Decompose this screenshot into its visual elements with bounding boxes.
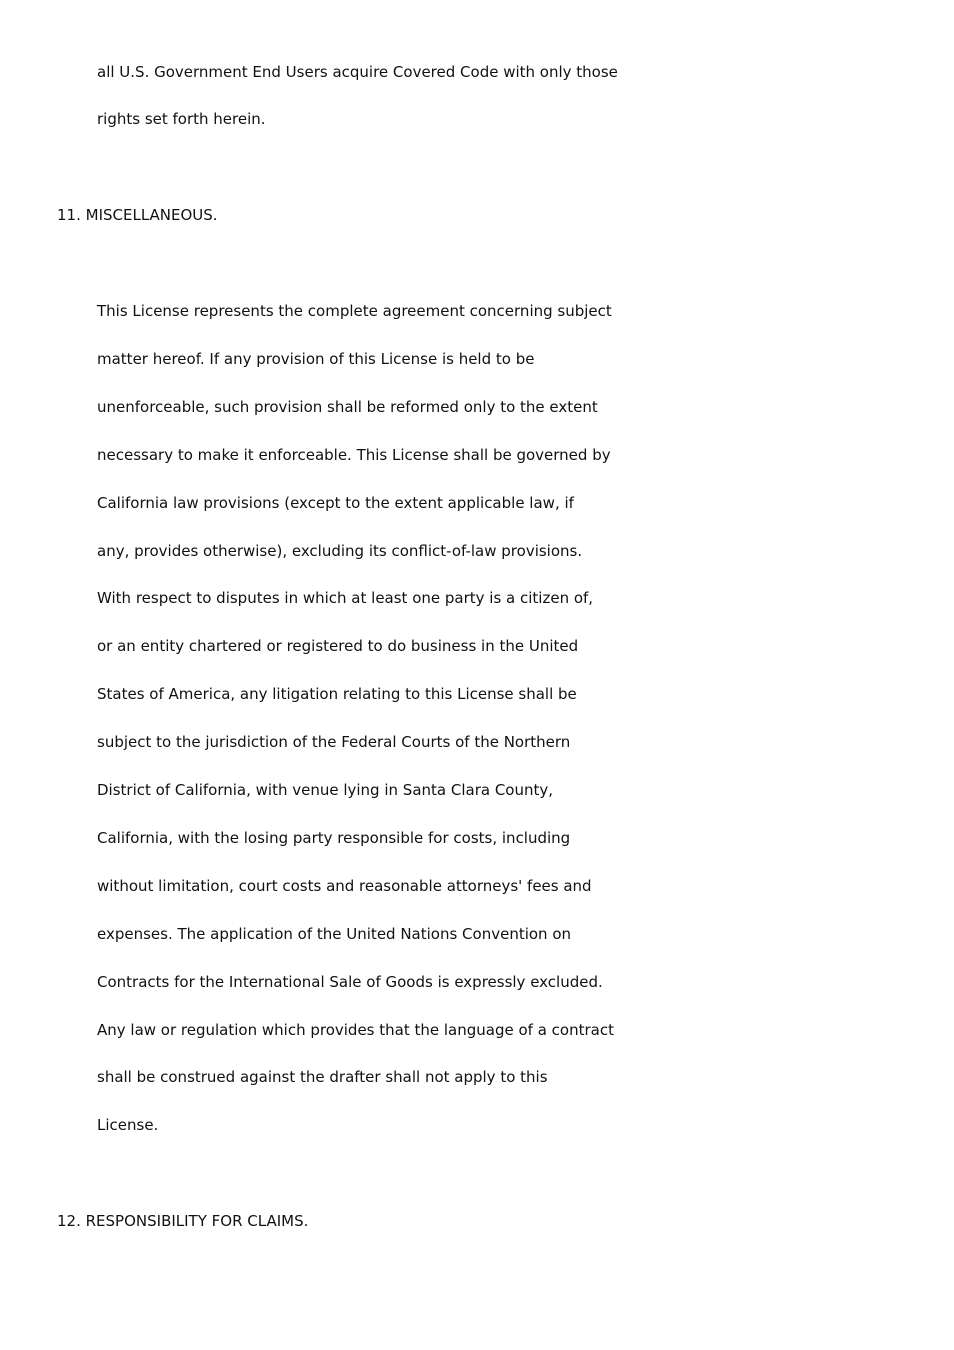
body-text-line: California law provisions (except to the extent applicable law, if — [97, 494, 574, 512]
body-text-line: This License represents the complete agreement concerning subject — [97, 302, 612, 320]
body-text-line: without limitation, court costs and reasonable attorneys' fees and — [97, 877, 592, 895]
body-text-line: or an entity chartered or registered to do business in the United — [97, 637, 579, 655]
body-text-line: shall be construed against the drafter shall not apply to this — [97, 1068, 548, 1086]
body-text-line: Any law or regulation which provides that the language of a contract — [97, 1021, 614, 1039]
body-text-line: With respect to disputes in which at least one party is a citizen of, — [97, 589, 594, 607]
section-heading: 11. MISCELLANEOUS. — [57, 206, 218, 224]
body-text-line: all U.S. Government End Users acquire Covered Code with only those — [97, 63, 618, 81]
body-text-line: expenses. The application of the United Nations Convention on — [97, 925, 572, 943]
body-text-line: District of California, with venue lying in Santa Clara County, — [97, 781, 554, 799]
body-text-line: rights set forth herein. — [97, 110, 266, 128]
body-text-line: License. — [97, 1116, 159, 1134]
body-text-line: matter hereof. If any provision of this License is held to be — [97, 350, 535, 368]
body-text-line: Contracts for the International Sale of Goods is expressly excluded. — [97, 973, 603, 991]
body-text-line: unenforceable, such provision shall be reformed only to the extent — [97, 398, 598, 416]
body-text-line: any, provides otherwise), excluding its conflict-of-law provisions. — [97, 542, 583, 560]
body-text-line: subject to the jurisdiction of the Federal Courts of the Northern — [97, 733, 571, 751]
body-text-line: necessary to make it enforceable. This License shall be governed by — [97, 446, 611, 464]
body-text-line: California, with the losing party responsible for costs, including — [97, 829, 571, 847]
section-heading: 12. RESPONSIBILITY FOR CLAIMS. — [57, 1212, 309, 1230]
body-text-line: States of America, any litigation relating to this License shall be — [97, 685, 577, 703]
